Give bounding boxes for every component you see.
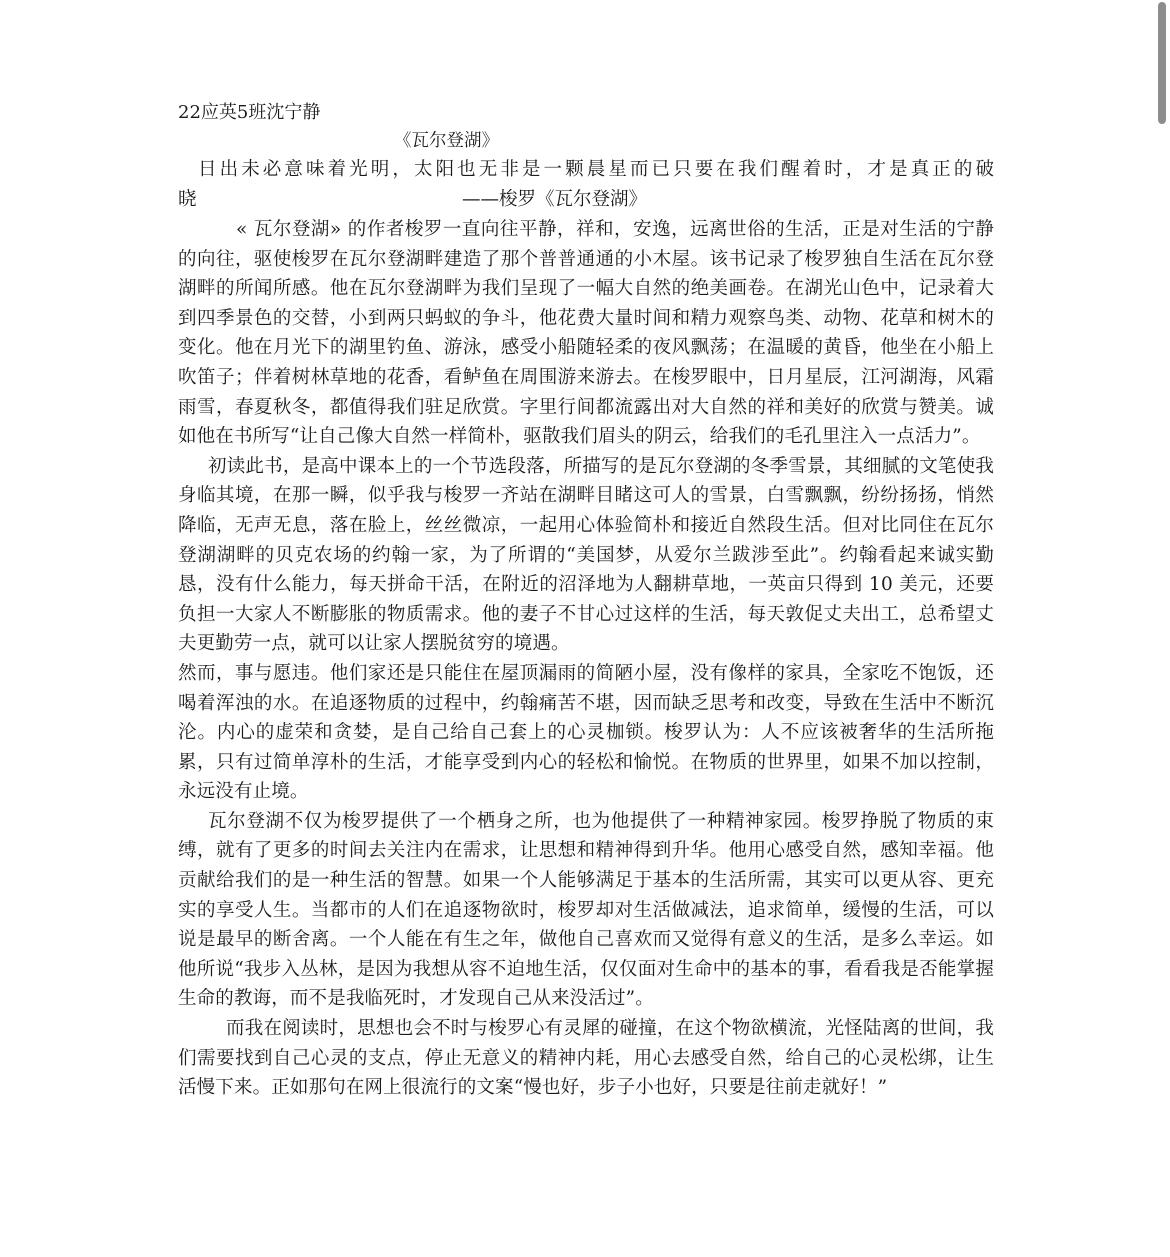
author-line: 22应英5班沈宁静 bbox=[178, 102, 321, 123]
paragraph-5: 而我在阅读时，思想也会不时与梭罗心有灵犀的碰撞，在这个物欲横流，光怪陆离的世间，我们需要找到自己心灵的支点，停止无意义的精神内耗，用心去感受自然，给自己的心灵松绑，让生活慢下来。正如那句在网上很流行的文案“慢也好，步子小也好，只要是往前走就好！” bbox=[178, 1018, 994, 1099]
paragraph-2: 初读此书，是高中课本上的一个节选段落，所描写的是瓦尔登湖的冬季雪景，其细腻的文笔使我身临其境，在那一瞬，似乎我与梭罗一齐站在湖畔目睹这可人的雪景，白雪飘飘，纷纷扬扬，悄然降临，无声无息，落在脸上，丝丝微凉，一起用心体验简朴和接近自然段生活。但对比同住在瓦尔登湖湖畔的贝克农场的约翰一家，为了所谓的“美国梦，从爱尔兰跋涉至此”。约翰看起来诚实勤恳，没有什么能力，每天拼命干活，在附近的沼泽地为人翻耕草地，一英亩只得到 10 美元，还要负担一大家人不断膨胀的物质需求。他的妻子不甘心过这样的生活，每天敦促丈夫出工，总希望丈夫更勤劳一点，就可以让家人摆脱贫穷的境遇。 bbox=[178, 455, 994, 655]
document-title: 《瓦尔登湖》 bbox=[394, 131, 499, 151]
epigraph-line-2 bbox=[178, 185, 994, 215]
paragraph-4: 瓦尔登湖不仅为梭罗提供了一个栖身之所，也为他提供了一种精神家园。梭罗挣脱了物质的束缚，就有了更多的时间去关注内在需求，让思想和精神得到升华。他用心感受自然，感知幸福。他贡献给我们的是一种生活的智慧。如果一个人能够满足于基本的生活所需，其实可以更从容、更充实的享受人生。当都市的人们在追逐物欲时，梭罗却对生活做减法，追求简单，缓慢的生活，可以说是最早的断舍离。一个人能在有生之年，做他自己喜欢而又觉得有意义的生活，是多么幸运。如他所说“我步入丛林，是因为我想从容不迫地生活，仅仅面对生命中的基本的事，看看我是否能掌握生命的教诲，而不是我临死时，才发现自己从来没活过”。 bbox=[178, 810, 994, 1010]
document-body bbox=[178, 98, 994, 1103]
epigraph-line-1: 日出未必意味着光明，太阳也无非是一颗晨星而已只要在我们醒着时，才是真正的破 bbox=[198, 159, 994, 180]
epigraph-attribution: ——梭罗《瓦尔登湖》 bbox=[462, 189, 648, 210]
epigraph-line-2-start: 晓 bbox=[178, 189, 197, 210]
paragraph-1: « 瓦尔登湖» 的作者梭罗一直向往平静，祥和，安逸，远离世俗的生活，正是对生活的宁静的向往，驱使梭罗在瓦尔登湖畔建造了那个普普通通的小木屋。该书记录了梭罗独自生活在瓦尔登湖畔的所闻所感。他在瓦尔登湖畔为我们呈现了一幅大自然的绝美画卷。在湖光山色中，记录着大到四季景色的交替，小到两只蚂蚁的争斗，他花费大量时间和精力观察鸟类、动物、花草和树木的变化。他在月光下的湖里钓鱼、游泳，感受小船随轻柔的夜风飘荡；在温暖的黄昏，他坐在小船上吹笛子；伴着树林草地的花香，看鲈鱼在周围游来游去。在梭罗眼中，日月星辰，江河湖海，风霜雨雪，春夏秋冬，都值得我们驻足欣赏。字里行间都流露出对大自然的祥和美好的欣赏与赞美。诚如他在书所写“让自己像大自然一样简朴，驱散我们眉头的阴云，给我们的毛孔里注入一点活力”。 bbox=[178, 219, 994, 448]
vertical-scrollbar[interactable] bbox=[1150, 0, 1170, 1257]
paragraph-3: 然而，事与愿违。他们家还是只能住在屋顶漏雨的简陋小屋，没有像样的家具，全家吃不饱饭，还喝着浑浊的水。在追逐物质的过程中，约翰痛苦不堪，因而缺乏思考和改变，导致在生活中不断沉沦。内心的虚荣和贪婪，是自己给自己套上的心灵枷锁。梭罗认为：人不应该被奢华的生活所拖累，只有过简单淳朴的生活，才能享受到内心的轻松和愉悦。在物质的世界里，如果不加以控制，永远没有止境。 bbox=[178, 662, 994, 803]
scrollbar-thumb[interactable] bbox=[1158, 2, 1166, 124]
